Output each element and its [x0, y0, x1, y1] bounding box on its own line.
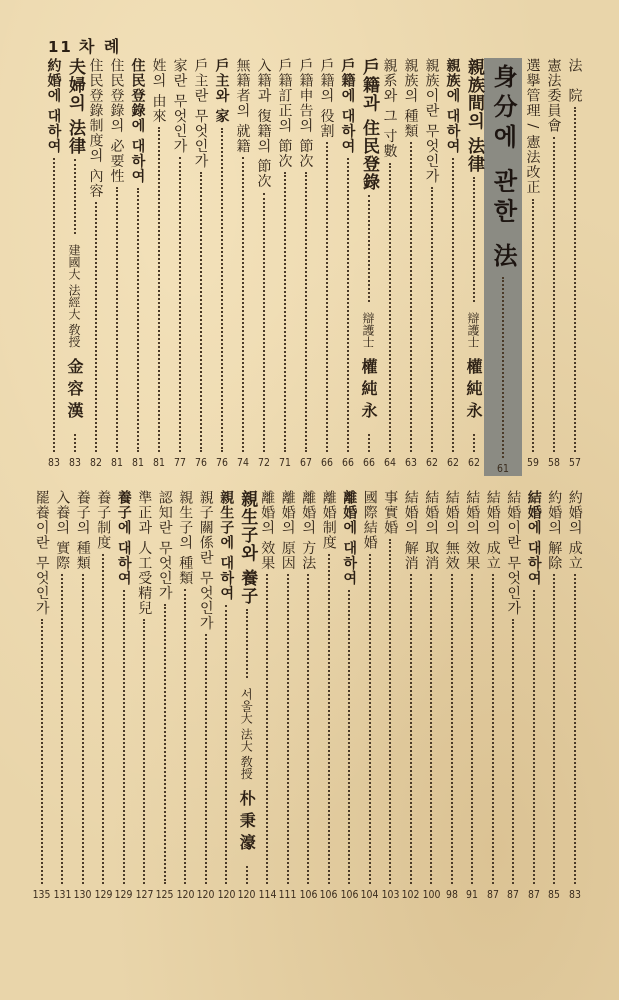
page-ref: 81: [152, 456, 165, 469]
page-ref: 100: [422, 888, 441, 901]
entry-title: 結婚의 取消: [423, 490, 440, 571]
dot-leader: [184, 589, 186, 884]
author-credit: [357, 312, 380, 424]
dot-leader: [221, 128, 223, 452]
page-ref: 74: [236, 456, 249, 469]
toc-entry: [253, 58, 274, 470]
page-ref: 64: [383, 456, 396, 469]
entry-title: 戶主란 무엇인가: [192, 58, 209, 169]
dot-leader: [532, 199, 534, 452]
dot-leader: [74, 434, 76, 452]
dot-leader: [369, 554, 371, 884]
entry-title: 入養의 實際: [54, 490, 71, 571]
page-ref: 114: [258, 888, 277, 901]
dot-leader: [242, 157, 244, 452]
page-ref: 98: [445, 888, 458, 901]
page-ref: 62: [467, 456, 480, 469]
entry-title: 親族에 대하여: [444, 58, 461, 154]
toc-entry: [274, 58, 295, 470]
toc-entry: [148, 58, 169, 470]
toc-entry: [232, 58, 253, 470]
dot-leader: [368, 434, 370, 452]
page-ref: 76: [194, 456, 207, 469]
dot-leader: [389, 163, 391, 452]
page-ref: 82: [89, 456, 102, 469]
toc-entry: [337, 58, 358, 470]
dot-leader: [287, 574, 289, 884]
toc-entry: [543, 58, 564, 470]
toc-entry: [43, 58, 64, 470]
toc-entry: [358, 58, 379, 470]
page-ref: 83: [568, 888, 581, 901]
toc-entry: [400, 58, 421, 470]
page-ref: 72: [257, 456, 270, 469]
dot-leader: [410, 574, 412, 884]
page-number: 11: [48, 38, 73, 56]
dot-leader: [328, 554, 330, 884]
page-ref: 83: [47, 456, 60, 469]
toc-entry: [484, 58, 522, 476]
entry-title: 戶籍申告의 節次: [297, 58, 314, 169]
page-ref: 131: [53, 888, 72, 901]
toc-entry: [339, 490, 360, 902]
entry-title: 戶籍의 役割: [318, 58, 335, 139]
toc-entry: [316, 58, 337, 470]
entry-title: 親生子에 대하여: [218, 490, 235, 601]
author-name: 權純永: [359, 358, 378, 424]
entry-title: 家란 무엇인가: [171, 58, 188, 154]
page-ref: 66: [320, 456, 333, 469]
entry-title: 離婚制度: [320, 490, 337, 550]
dot-leader: [137, 188, 139, 452]
page-ref: 58: [547, 456, 560, 469]
page-ref: 81: [110, 456, 123, 469]
entry-title: 親族이란 무엇인가: [423, 58, 440, 184]
author-name: 金容漢: [65, 358, 84, 424]
entry-title: 約婚의 解除: [546, 490, 563, 571]
toc-entry: [401, 490, 422, 902]
dot-leader: [179, 157, 181, 452]
dot-leader: [410, 142, 412, 452]
entry-title: 養子의 種類: [74, 490, 91, 571]
entry-title: 離婚의 效果: [259, 490, 276, 571]
entry-title: 認知란 무엇인가: [156, 490, 173, 601]
page-ref: 66: [341, 456, 354, 469]
dot-leader: [246, 866, 248, 884]
dot-leader: [116, 187, 118, 452]
toc-entry: [483, 490, 504, 902]
page-ref: 62: [425, 456, 438, 469]
toc-entry: [175, 490, 196, 902]
toc-entry: [190, 58, 211, 470]
page-ref: 120: [217, 888, 236, 901]
entry-title: 結婚이란 무엇인가: [505, 490, 522, 616]
dot-leader: [82, 574, 84, 884]
page-ref: 125: [155, 888, 174, 901]
toc-entry: [106, 58, 127, 470]
dot-leader: [266, 574, 268, 884]
toc-entry: [442, 58, 463, 470]
dot-leader: [143, 619, 145, 884]
entry-title: 無籍者의 就籍: [234, 58, 251, 154]
dot-leader: [553, 137, 555, 452]
dot-leader: [473, 177, 475, 302]
dot-leader: [305, 172, 307, 452]
toc-entry: [32, 490, 53, 902]
toc-bottom-block: [32, 490, 586, 902]
toc-entry: [211, 58, 232, 470]
page-ref: 127: [135, 888, 154, 901]
page-ref: 81: [131, 456, 144, 469]
entry-title: 國際結婚: [361, 490, 378, 550]
page-ref: 83: [68, 456, 81, 469]
dot-leader: [123, 590, 125, 884]
toc-entry: [503, 490, 524, 902]
page-ref: 120: [237, 888, 256, 901]
dot-leader: [368, 195, 370, 302]
entry-title: 離婚에 대하여: [341, 490, 358, 586]
page-ref: 104: [360, 888, 379, 901]
author-title: 서울大 法大 敎授: [239, 688, 254, 780]
dot-leader: [74, 159, 76, 234]
entry-title: 離婚의 原因: [279, 490, 296, 571]
page-ref: 106: [299, 888, 318, 901]
dot-leader: [158, 127, 160, 452]
author-credit: [462, 312, 485, 424]
author-name: 權純永: [464, 358, 483, 424]
page-ref: 63: [404, 456, 417, 469]
entry-title: 養子에 대하여: [115, 490, 132, 586]
entry-title: 親族間의 法律: [464, 58, 484, 173]
page-ref: 130: [73, 888, 92, 901]
entry-title: 結婚에 대하여: [525, 490, 542, 586]
entry-title: 戶籍과 住民登錄: [359, 58, 379, 191]
toc-entry: [544, 490, 565, 902]
entry-title: 戶主와 家: [213, 58, 230, 124]
author-title: 建國大 法經大 敎授: [67, 244, 81, 348]
toc-entry: [114, 490, 135, 902]
dot-leader: [95, 202, 97, 452]
author-title: 辯護士: [361, 312, 375, 348]
toc-entry: [134, 490, 155, 902]
page-ref: 87: [486, 888, 499, 901]
dot-leader: [471, 574, 473, 884]
toc-entry: [360, 490, 381, 902]
toc-entry: [565, 490, 586, 902]
entry-title: 姓의 由來: [150, 58, 167, 124]
entry-title: 戶籍에 대하여: [339, 58, 356, 154]
toc-entry: [237, 490, 258, 902]
entry-title: 身分에 관한 法: [489, 64, 518, 273]
entry-title: 約婚의 成立: [566, 490, 583, 571]
page-ref: 106: [319, 888, 338, 901]
page-ref: 129: [114, 888, 133, 901]
page-ref: 129: [94, 888, 113, 901]
toc-entry: [155, 490, 176, 902]
entry-title: 憲法委員會: [545, 58, 562, 133]
page-ref: 67: [299, 456, 312, 469]
dot-leader: [263, 193, 265, 452]
toc-entry: [442, 490, 463, 902]
dot-leader: [512, 619, 514, 884]
toc-entry: [216, 490, 237, 902]
dot-leader: [326, 142, 328, 452]
author-title: 辯護士: [466, 312, 480, 348]
page-ref: 76: [215, 456, 228, 469]
toc-entry: [196, 490, 217, 902]
entry-title: 準正과 人工受精兒: [136, 490, 153, 616]
entry-title: 親系와 그 寸數: [381, 58, 398, 159]
dot-leader: [553, 574, 555, 884]
entry-title: 結婚의 效果: [464, 490, 481, 571]
page-header: [48, 34, 121, 57]
toc-entry: [278, 490, 299, 902]
dot-leader: [102, 554, 104, 884]
toc-entry: [564, 58, 585, 470]
page-ref: 102: [401, 888, 420, 901]
toc-entry: [169, 58, 190, 470]
dot-leader: [451, 574, 453, 884]
entry-title: 罷養이란 무엇인가: [33, 490, 50, 616]
page-ref: 66: [362, 456, 375, 469]
page-ref: 59: [526, 456, 539, 469]
dot-leader: [502, 277, 504, 458]
entry-title: 親生子와 養子: [237, 490, 258, 605]
dot-leader: [225, 605, 227, 884]
dot-leader: [347, 158, 349, 452]
toc-entry: [298, 490, 319, 902]
entry-title: 結婚의 解消: [402, 490, 419, 571]
toc-entry: [52, 490, 73, 902]
dot-leader: [492, 574, 494, 884]
entry-title: 住民登錄의 必要性: [108, 58, 125, 184]
toc-entry: [64, 58, 85, 470]
page-ref: 106: [340, 888, 359, 901]
author-credit: [235, 688, 258, 856]
page-ref: 62: [446, 456, 459, 469]
dot-leader: [200, 172, 202, 452]
page-ref: 135: [32, 888, 51, 901]
page-ref: 77: [173, 456, 186, 469]
entry-title: 親生子의 種類: [177, 490, 194, 586]
toc-entry: [379, 58, 400, 470]
dot-leader: [348, 590, 350, 884]
toc-entry: [73, 490, 94, 902]
toc-entry: [421, 490, 442, 902]
dot-leader: [533, 590, 535, 884]
entry-title: 戶籍訂正의 節次: [276, 58, 293, 169]
toc-top-block: [43, 58, 585, 475]
entry-title: 結婚의 無效: [443, 490, 460, 571]
dot-leader: [246, 609, 248, 678]
toc-entry: [462, 490, 483, 902]
entry-title: 夫婦의 法律: [65, 58, 85, 155]
entry-title: 結婚의 成立: [484, 490, 501, 571]
toc-entry: [319, 490, 340, 902]
entry-title: 事實婚: [382, 490, 399, 535]
toc-entry: [295, 58, 316, 470]
entry-title: 住民登錄에 대하여: [129, 58, 146, 184]
dot-leader: [574, 574, 576, 884]
entry-title: 約婚에 대하여: [45, 58, 62, 154]
dot-leader: [307, 574, 309, 884]
dot-leader: [430, 574, 432, 884]
page-ref: 120: [196, 888, 215, 901]
page-ref: 57: [568, 456, 581, 469]
dot-leader: [41, 619, 43, 884]
page-ref: 85: [548, 888, 561, 901]
entry-title: 親子關係란 무엇인가: [197, 490, 214, 631]
toc-entry: [257, 490, 278, 902]
page-ref: 120: [176, 888, 195, 901]
page-ref: 91: [466, 888, 479, 901]
page-ref: 103: [381, 888, 400, 901]
entry-title: 法 院: [566, 58, 583, 103]
dot-leader: [164, 604, 166, 884]
page-ref: 71: [278, 456, 291, 469]
author-credit: [63, 244, 86, 424]
page-ref: 111: [278, 888, 297, 901]
dot-leader: [61, 574, 63, 884]
entry-title: 選擧管理 / 憲法改正: [524, 58, 541, 195]
entry-title: 親族의 種類: [402, 58, 419, 139]
toc-entry: [522, 58, 543, 470]
entry-title: 養子制度: [95, 490, 112, 550]
dot-leader: [53, 158, 55, 452]
toc-entry: [421, 58, 442, 470]
page-ref: 61: [497, 462, 509, 475]
entry-title: 入籍과 復籍의 節次: [255, 58, 272, 189]
dot-leader: [574, 107, 576, 452]
dot-leader: [205, 634, 207, 884]
toc-entry: [85, 58, 106, 470]
entry-title: 住民登錄制度의 內容: [87, 58, 104, 199]
dot-leader: [473, 434, 475, 452]
dot-leader: [389, 539, 391, 884]
dot-leader: [284, 172, 286, 452]
toc-entry: [524, 490, 545, 902]
author-name: 朴秉濠: [237, 790, 257, 856]
page-title: 차 례: [78, 37, 122, 56]
toc-entry: [463, 58, 484, 470]
entry-title: 離婚의 方法: [300, 490, 317, 571]
dot-leader: [431, 187, 433, 452]
toc-entry: [127, 58, 148, 470]
page-ref: 87: [527, 888, 540, 901]
page-ref: 87: [507, 888, 520, 901]
toc-entry: [93, 490, 114, 902]
toc-entry: [380, 490, 401, 902]
dot-leader: [452, 158, 454, 452]
